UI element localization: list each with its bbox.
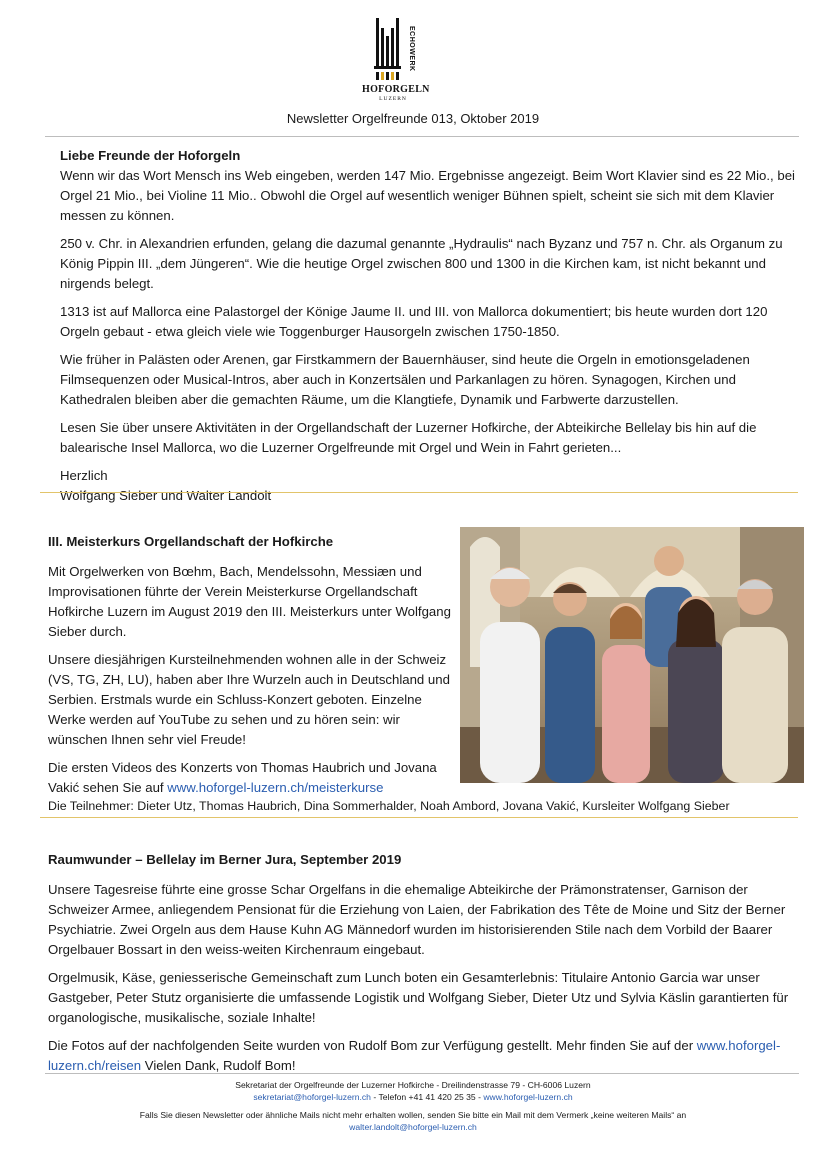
reisen-link[interactable]: www.hoforgel-luzern.ch/reisen xyxy=(48,1038,781,1073)
intro-paragraph: Wie früher in Palästen oder Arenen, gar Firstkammern der Bauernhäuser, sind heute die Orgeln in emotionsgeladenen Filmsequenzen oder Musical-Intros, aber auch in Konzertsälen und Parkanlagen zu hören. Synagogen, Kirchen und Kathedralen bleiben aber die gemachten Räume, um die Klangtiefe, Dynamik und Farbwerte darzustellen. xyxy=(60,352,750,407)
logo-subtitle: LUZERN xyxy=(379,96,407,102)
masterclass-heading: III. Meisterkurs Orgellandschaft der Hofkirche xyxy=(48,534,334,549)
intro-paragraph: Wenn wir das Wort Mensch ins Web eingeben, werden 147 Mio. Ergebnisse angezeigt. Beim Wort Klavier sind es 22 Mio., bei Orgel 21 Mio., bei Violine 11 Mio.. Obwohl die Orgel auf wesentlich weniger Bühnen spielt, scheint sie sich mit dem Klavier messen zu können. xyxy=(60,168,795,223)
divider xyxy=(45,136,799,137)
website-link[interactable]: www.hoforgel-luzern.ch xyxy=(483,1092,573,1102)
group-photo-illustration xyxy=(460,527,804,783)
intro-paragraph: 250 v. Chr. in Alexandrien erfunden, gelang die dazumal genannte „Hydraulis“ nach Byzanz und 757 n. Chr. als Organum zu König Pippin III. „dem Jüngeren“. Wie die heutige Orgel zwischen 800 und 1300 in die Kirchen kam, ist nicht bekannt und nirgends belegt. xyxy=(60,236,783,291)
photo-caption: Die Teilnehmer: Dieter Utz, Thomas Haubrich, Dina Sommerhalder, Noah Ambord, Jovana Vakić, Kursleiter Wolfgang Sieber xyxy=(48,799,730,813)
bellelay-section xyxy=(48,850,796,1076)
divider xyxy=(40,817,798,818)
footer-contact: sekretariat@hoforgel-luzern.ch - Telefon +41 41 420 25 35 - www.hoforgel-luzern.ch xyxy=(253,1092,573,1102)
hoforgeln-logo xyxy=(362,14,430,106)
intro-section xyxy=(60,146,796,506)
intro-paragraph: Lesen Sie über unsere Aktivitäten in der Orgellandschaft der Luzerner Hofkirche, der Abteikirche Bellelay bis hin auf die balearische Insel Mallorca, wo die Luzerner Orgelfreunde mit Orgel und Wein in Fahrt gerieten... xyxy=(60,420,757,455)
bellelay-paragraph: Unsere Tagesreise führte eine grosse Schar Orgelfans in die ehemalige Abteikirche der Prämonstratenser, Garnison der Schweizer Armee, anliegendem Pensionat für die Erziehung von Laien, der Fabrikation des Tête de Moine und Sitz der Berner Psychiatrie. Zwei Orgeln aus dem Hause Kuhn AG Männedorf wurden im historisierenden Stile nach dem Vorbild der Baarer Orgelbauer Bossart in den weiss-weiten Kirchenraum eingebaut. xyxy=(48,882,786,957)
masterclass-section xyxy=(48,532,453,798)
divider xyxy=(40,492,798,493)
footer-unsubscribe: Falls Sie diesen Newsletter oder ähnliche Mails nicht mehr erhalten wollen, senden Sie bitte ein Mail mit dem Vermerk „keine weiteren Mails“ an xyxy=(139,1110,687,1120)
logo-wordmark: HOFORGELN xyxy=(362,84,430,95)
greeting: Herzlich xyxy=(60,468,108,483)
masterclass-paragraph: Unsere diesjährigen Kursteilnehmenden wohnen alle in der Schweiz (VS, TG, ZH, LU), haben aber Ihre Wurzeln auch in Deutschland und Serbien. Erstmals wurde ein Schluss-Konzert geboten. Einzelne Werke werden auf YouTube zu sehen und zu hören sein: wir wünschen Ihnen sehr viel Freude! xyxy=(48,652,450,747)
newsletter-title: Newsletter Orgelfreunde 013, Oktober 2019 xyxy=(286,111,540,126)
bellelay-heading: Raumwunder – Bellelay im Berner Jura, September 2019 xyxy=(48,852,402,867)
intro-paragraph: 1313 ist auf Mallorca eine Palastorgel der Könige Jaume II. und III. von Mallorca dokumentiert; bis heute wurden dort 120 Orgeln gebaut - etwa gleich viele wie Toggenburger Hausorgeln zwischen 1750-1850. xyxy=(60,304,768,339)
signature: Wolfgang Sieber und Walter Landolt xyxy=(60,488,272,503)
bellelay-paragraph: Orgelmusik, Käse, geniesserische Gemeinschaft zum Lunch boten ein Gesamterlebnis: Titulaire Antonio Garcia war unser Gastgeber, Peter Stutz organisierte die umfassende Logistik und Wolfgang Sieber, Dieter Utz und Sylvia Käslin garantierten für organologische, musikalische, soziale Inhalte! xyxy=(48,970,789,1025)
bellelay-paragraph: Die Fotos auf der nachfolgenden Seite wurden von Rudolf Bom zur Verfügung gestellt. Mehr finden Sie auf der www.hoforgel-luzern.ch/reisen Vielen Dank, Rudolf Bom! xyxy=(48,1038,781,1073)
footer-address: Sekretariat der Orgelfreunde der Luzerner Hofkirche - Dreilindenstrasse 79 - CH-6006 Luzern xyxy=(235,1080,591,1090)
group-photo xyxy=(460,527,804,783)
intro-heading: Liebe Freunde der Hoforgeln xyxy=(60,148,241,163)
logo-echowerk: ECHOWERK xyxy=(408,26,415,72)
footer-unsubscribe-email xyxy=(0,1121,826,1133)
divider xyxy=(45,1073,799,1074)
meisterkurse-link[interactable]: www.hoforgel-luzern.ch/meisterkurse xyxy=(167,780,384,795)
masterclass-paragraph: Die ersten Videos des Konzerts von Thomas Haubrich und Jovana Vakić sehen Sie auf www.hoforgel-luzern.ch/meisterkurse xyxy=(48,760,437,795)
secretariat-email-link[interactable]: sekretariat@hoforgel-luzern.ch xyxy=(253,1092,371,1102)
masterclass-paragraph: Mit Orgelwerken von Bœhm, Bach, Mendelssohn, Messiæn und Improvisationen führte der Verein Meisterkurse Orgellandschaft Hofkirche Luzern im August 2019 den III. Meisterkurs unter Wolfgang Sieber durch. xyxy=(48,564,451,639)
unsubscribe-email-link[interactable]: walter.landolt@hoforgel-luzern.ch xyxy=(349,1122,477,1132)
